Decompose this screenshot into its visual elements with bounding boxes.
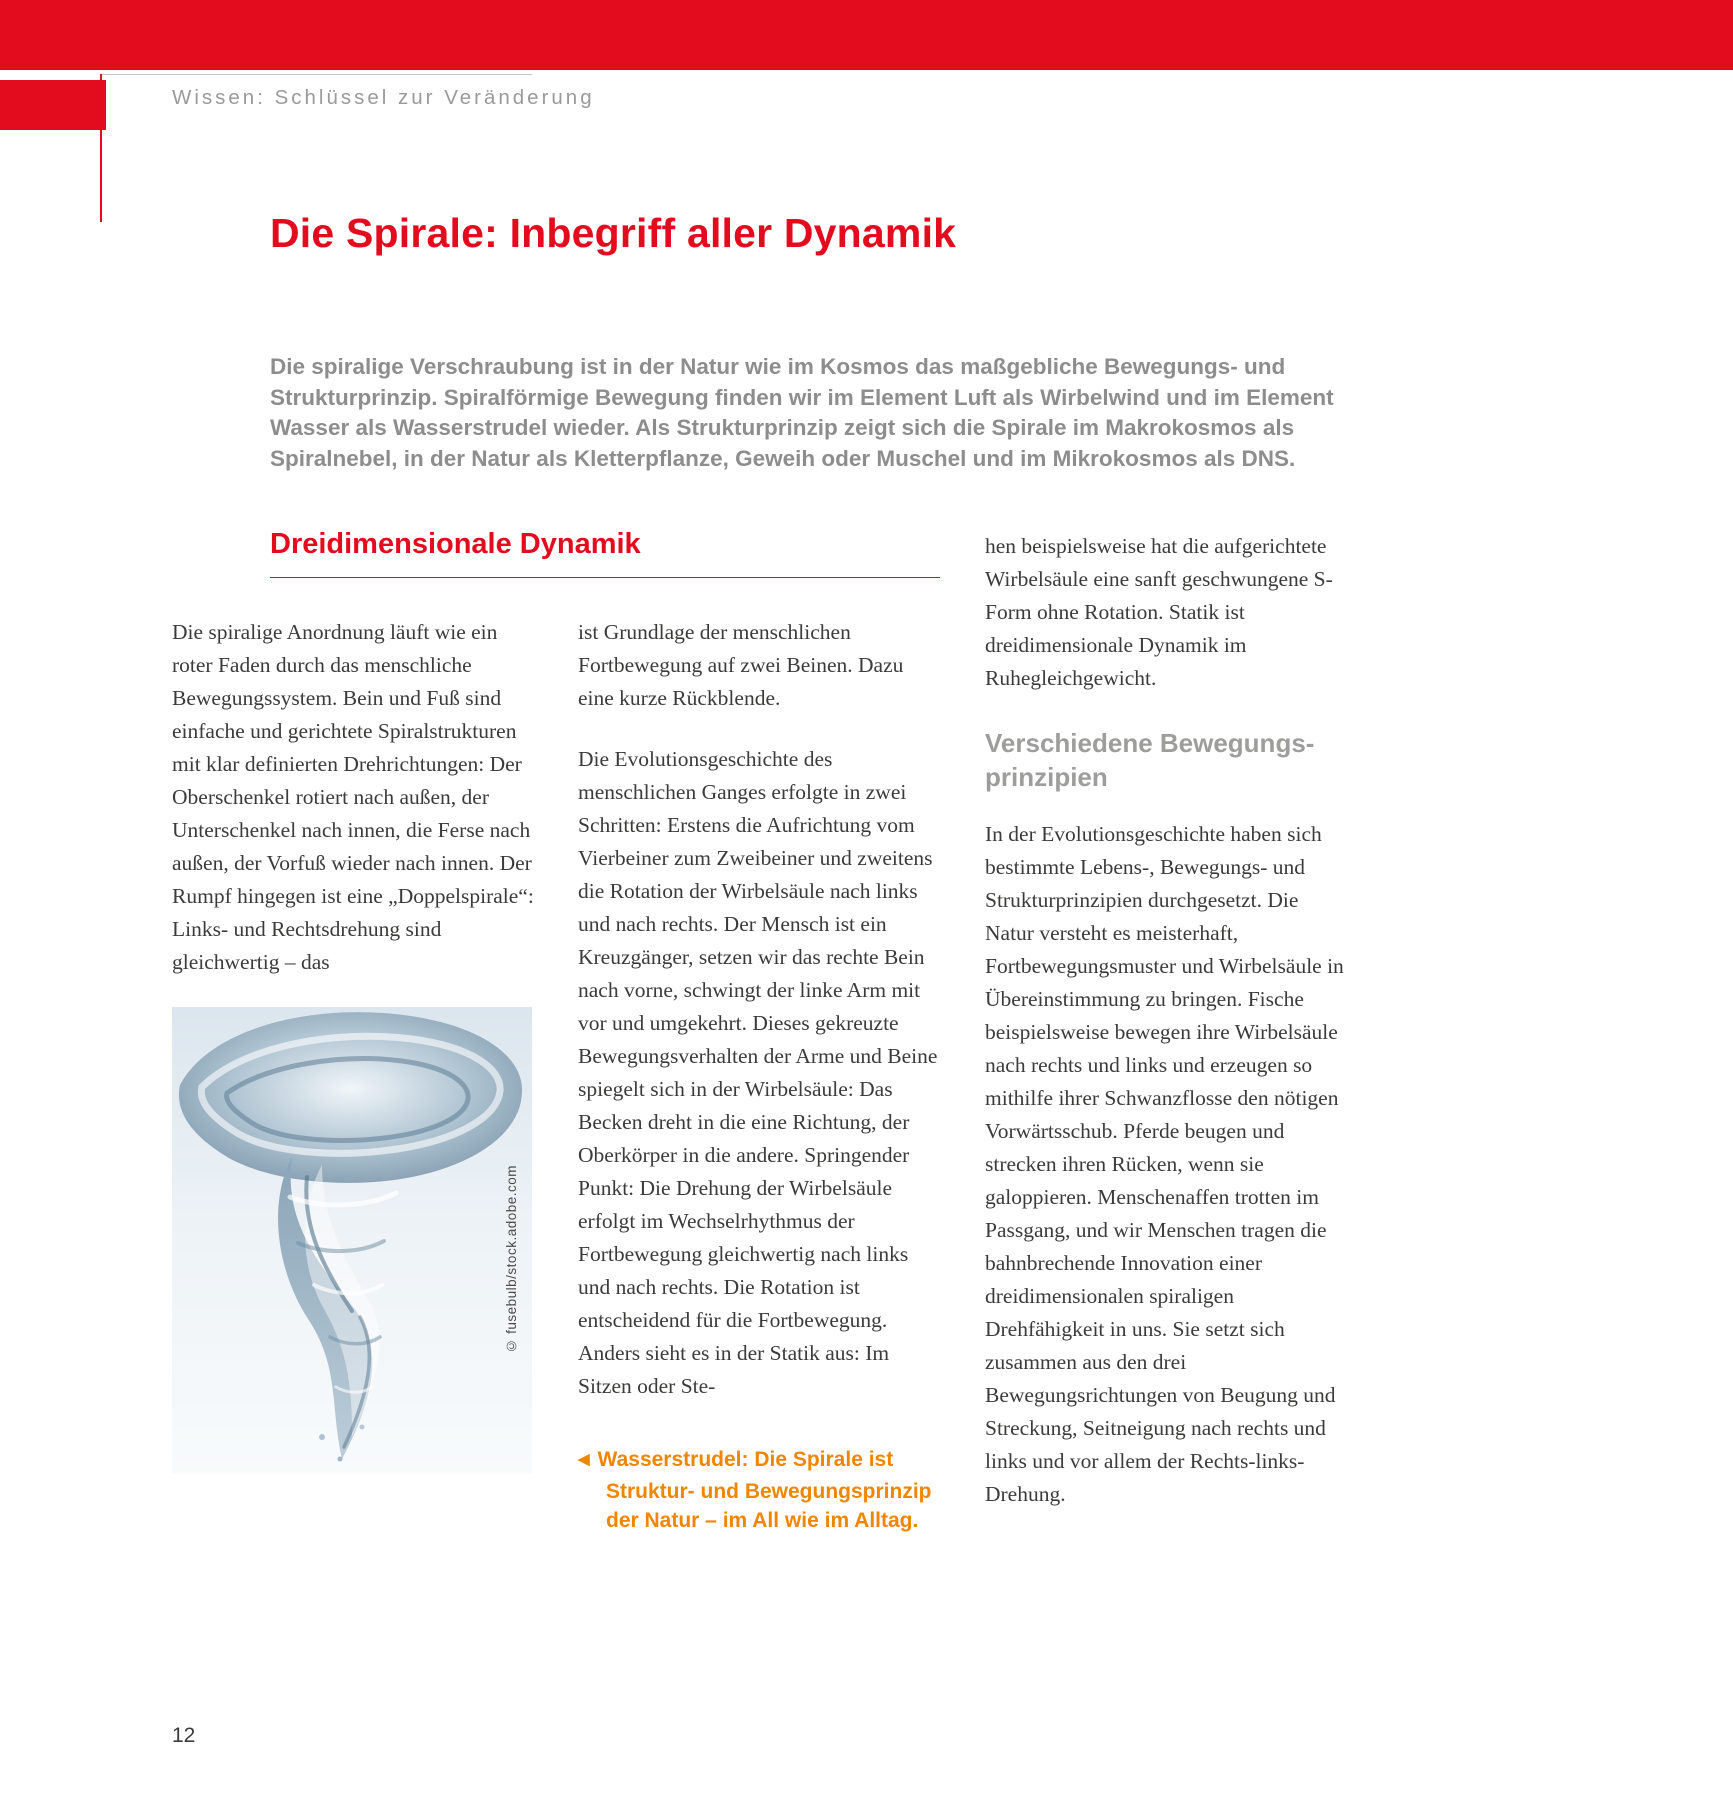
page-number: 12: [172, 1724, 196, 1747]
image-caption: [578, 1445, 944, 1536]
body-paragraph: Die Evolutionsgeschichte des menschlichen Ganges erfolgte in zwei Schritten: Erstens die Aufrichtung vom Vierbeiner zum Zweibeiner und zweitens die Rotation der Wirbelsäule nach links und nach rechts. Der Mensch ist ein Kreuzgänger, setzen wir das rechte Bein nach vorne, schwingt der linke Arm mit vor und umgekehrt. Dieses gekreuzte Bewegungsverhalten der Arme und Beine spiegelt sich in der Wirbelsäule: Das Becken dreht in die eine Richtung, der Oberkörper in die andere. Springender Punkt: Die Drehung der Wirbelsäule erfolgt im Wechselrhythmus der Fortbewegung gleichwertig nach links und nach rechts. Die Rotation ist entscheidend für die Fortbewegung. Anders sieht es in der Statik aus: Im Sitzen oder Ste-: [578, 747, 938, 1398]
caption-text: Wasserstrudel: Die Spirale ist Struktur- und Bewegungsprinzip der Natur – im All wie im Alltag.: [597, 1448, 932, 1532]
left-red-tab: [0, 80, 106, 130]
body-paragraph: Die spiralige Anordnung läuft wie ein roter Faden durch das menschliche Bewegungssystem. Bein und Fuß sind einfache und gerichtete Spiralstrukturen mit klar definierten Drehrichtungen: Der Oberschenkel rotiert nach außen, der Unterschenkel nach innen, die Ferse nach außen, der Vorfuß wieder nach innen. Der Rumpf hingegen ist eine „Doppelspirale“: Links- und Rechtsdrehung sind gleichwertig – das: [172, 620, 534, 974]
image-credit: © fusebulb/stock.adobe.com: [504, 1165, 519, 1354]
kicker: Wissen: Schlüssel zur Veränderung: [172, 86, 595, 109]
body-paragraph: In der Evolutionsgeschichte haben sich bestimmte Lebens-, Bewegungs- und Strukturprinzipien durchgesetzt. Die Natur versteht es meisterhaft, Fortbewegungsmuster und Wirbelsäule in Übereinstimmung zu bringen. Fische beispielsweise bewegen ihre Wirbelsäule nach rechts und links und erzeugen so mithilfe ihrer Schwanzflosse den nötigen Vorwärtsschub. Pferde beugen und strecken ihren Rücken, wenn sie galoppieren. Menschenaffen trotten im Passgang, und wir Menschen tragen die bahnbrechende Innovation einer dreidimensionalen spiraligen Drehfähigkeit in uns. Sie setzt sich zusammen aus den drei Bewegungsrichtungen von Beugung und Streckung, Seitneigung nach rechts und links und vor allem der Rechts-links-Drehung.: [985, 822, 1344, 1506]
section-heading: Dreidimensionale Dynamik: [270, 528, 641, 560]
intro-paragraph: Die spiralige Verschraubung ist in der Natur wie im Kosmos das maßgebliche Bewegungs- und Strukturprinzip. Spiralförmige Bewegung finden wir im Element Luft als Wirbelwind und im Element Wasser als Wasserstrudel wieder. Als Strukturprinzip zeigt sich die Spirale im Makrokosmos als Spiralnebel, in der Natur als Kletterpflanze, Geweih oder Muschel und im Mikrokosmos als DNS.: [270, 354, 1334, 471]
body-paragraph: ist Grundlage der menschlichen Fortbewegung auf zwei Beinen. Dazu eine kurze Rückblende.: [578, 620, 904, 710]
page-title: Die Spirale: Inbegriff aller Dynamik: [270, 210, 957, 256]
top-red-bar: [0, 0, 1733, 70]
body-paragraph: hen beispielsweise hat die aufgerichtete Wirbelsäule eine sanft geschwungene S-Form ohne Rotation. Statik ist dreidimensionale Dynamik im Ruhegleichgewicht.: [985, 534, 1333, 690]
water-vortex-image: [172, 1007, 532, 1473]
text-column-3: [985, 530, 1349, 1539]
vertical-red-rule: [100, 74, 102, 222]
text-column-2: [578, 616, 944, 1564]
subsection-heading: Verschiedene Bewegungsprinzipien: [985, 728, 1315, 792]
text-column-1: [172, 616, 534, 1473]
caption-arrow-icon: ◀: [578, 1451, 590, 1468]
section-heading-rule: [270, 577, 940, 578]
kicker-rule: [100, 74, 532, 75]
vortex-figure: [172, 1007, 532, 1473]
